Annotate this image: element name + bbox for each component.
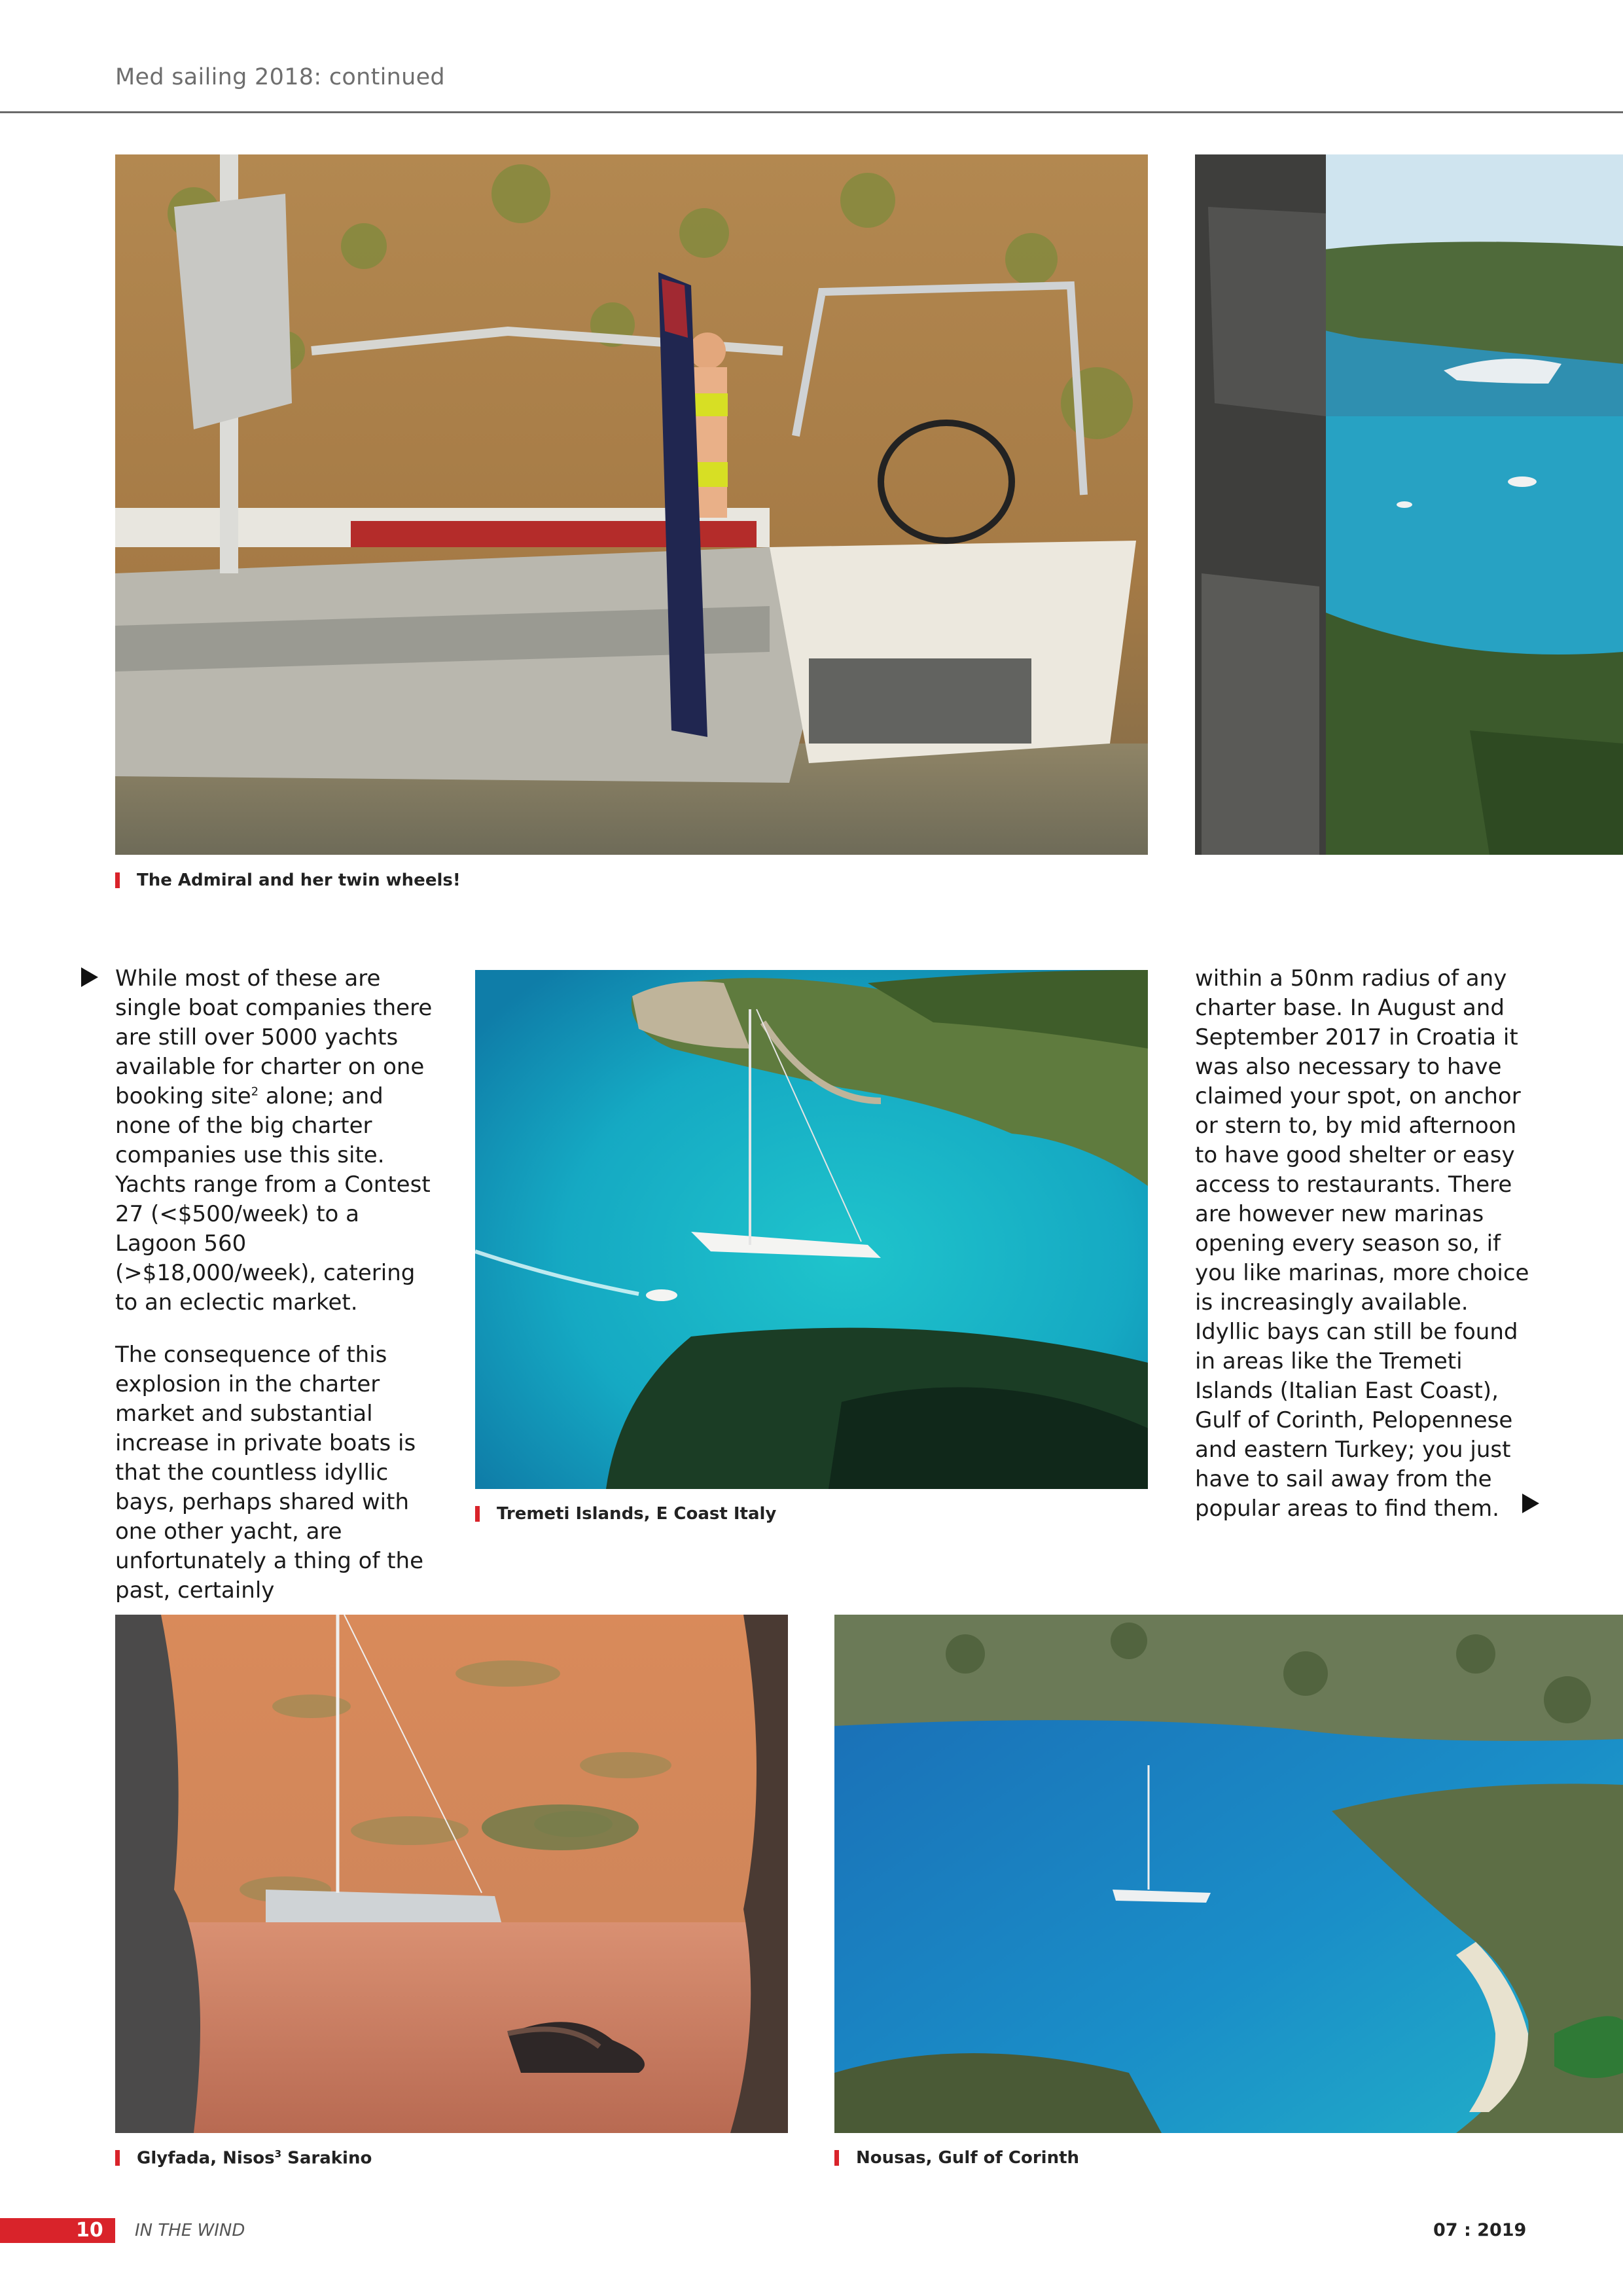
caption-tremeti: Tremeti Islands, E Coast Italy — [475, 1504, 776, 1524]
caption-nousas: Nousas, Gulf of Corinth — [834, 2148, 1079, 2168]
photo-glyfada — [115, 1615, 788, 2133]
caption-admiral: The Admiral and her twin wheels! — [115, 870, 461, 890]
caption-marker — [115, 872, 120, 888]
page-number: 10 — [76, 2219, 103, 2242]
photo-admiral-twin-wheels — [115, 154, 1148, 855]
issue-date: 07 : 2019 — [1433, 2220, 1527, 2240]
photo-tremeti-islands — [475, 970, 1148, 1489]
continued-arrow-icon — [1522, 1494, 1539, 1513]
article-column-1 — [115, 964, 436, 1628]
caption-marker — [834, 2150, 839, 2166]
caption-marker — [115, 2150, 120, 2166]
magazine-name: IN THE WIND — [135, 2221, 245, 2240]
paragraph: While most of these are single boat companies there are still over 5000 yachts available for charter on one booking site$^2$ alone; and none of the big charter companies use this site. Yachts range from a Contest 27 (<$500/week) to a Lagoon 560 (>$18,000/week), catering to an eclectic market. — [115, 965, 433, 1316]
photo-coastal-view — [1195, 154, 1623, 855]
photo-nousas — [834, 1615, 1623, 2133]
paragraph: within a 50nm radius of any charter base. In August and September 2017 in Croatia it was also necessary to have claimed your spot, on anchor or stern to, by mid afternoon to have good shelter or easy access to restaurants. There are however new marinas opening every season so, if you like marinas, more choice is increasingly available. Idyllic bays can still be found in areas like the Tremeti Islands (Italian East Coast), Gulf of Corinth, Pelopennese and eastern Turkey; you just have to sail away from the popular areas to find them. — [1195, 965, 1529, 1522]
caption-glyfada: Glyfada, Nisos$^3$ Sarakino — [115, 2148, 372, 2168]
caption-marker — [475, 1506, 480, 1522]
paragraph: The consequence of this explosion in the charter market and substantial increase in private boats is that the countless idyllic bays, perhaps shared with one other yacht, are unfortunately a thing of the past, certainly — [115, 1342, 424, 1604]
continued-from-arrow-icon — [81, 967, 98, 987]
header-rule — [0, 111, 1623, 113]
running-header: Med sailing 2018: continued — [115, 64, 445, 90]
article-column-3 — [1195, 964, 1535, 1547]
